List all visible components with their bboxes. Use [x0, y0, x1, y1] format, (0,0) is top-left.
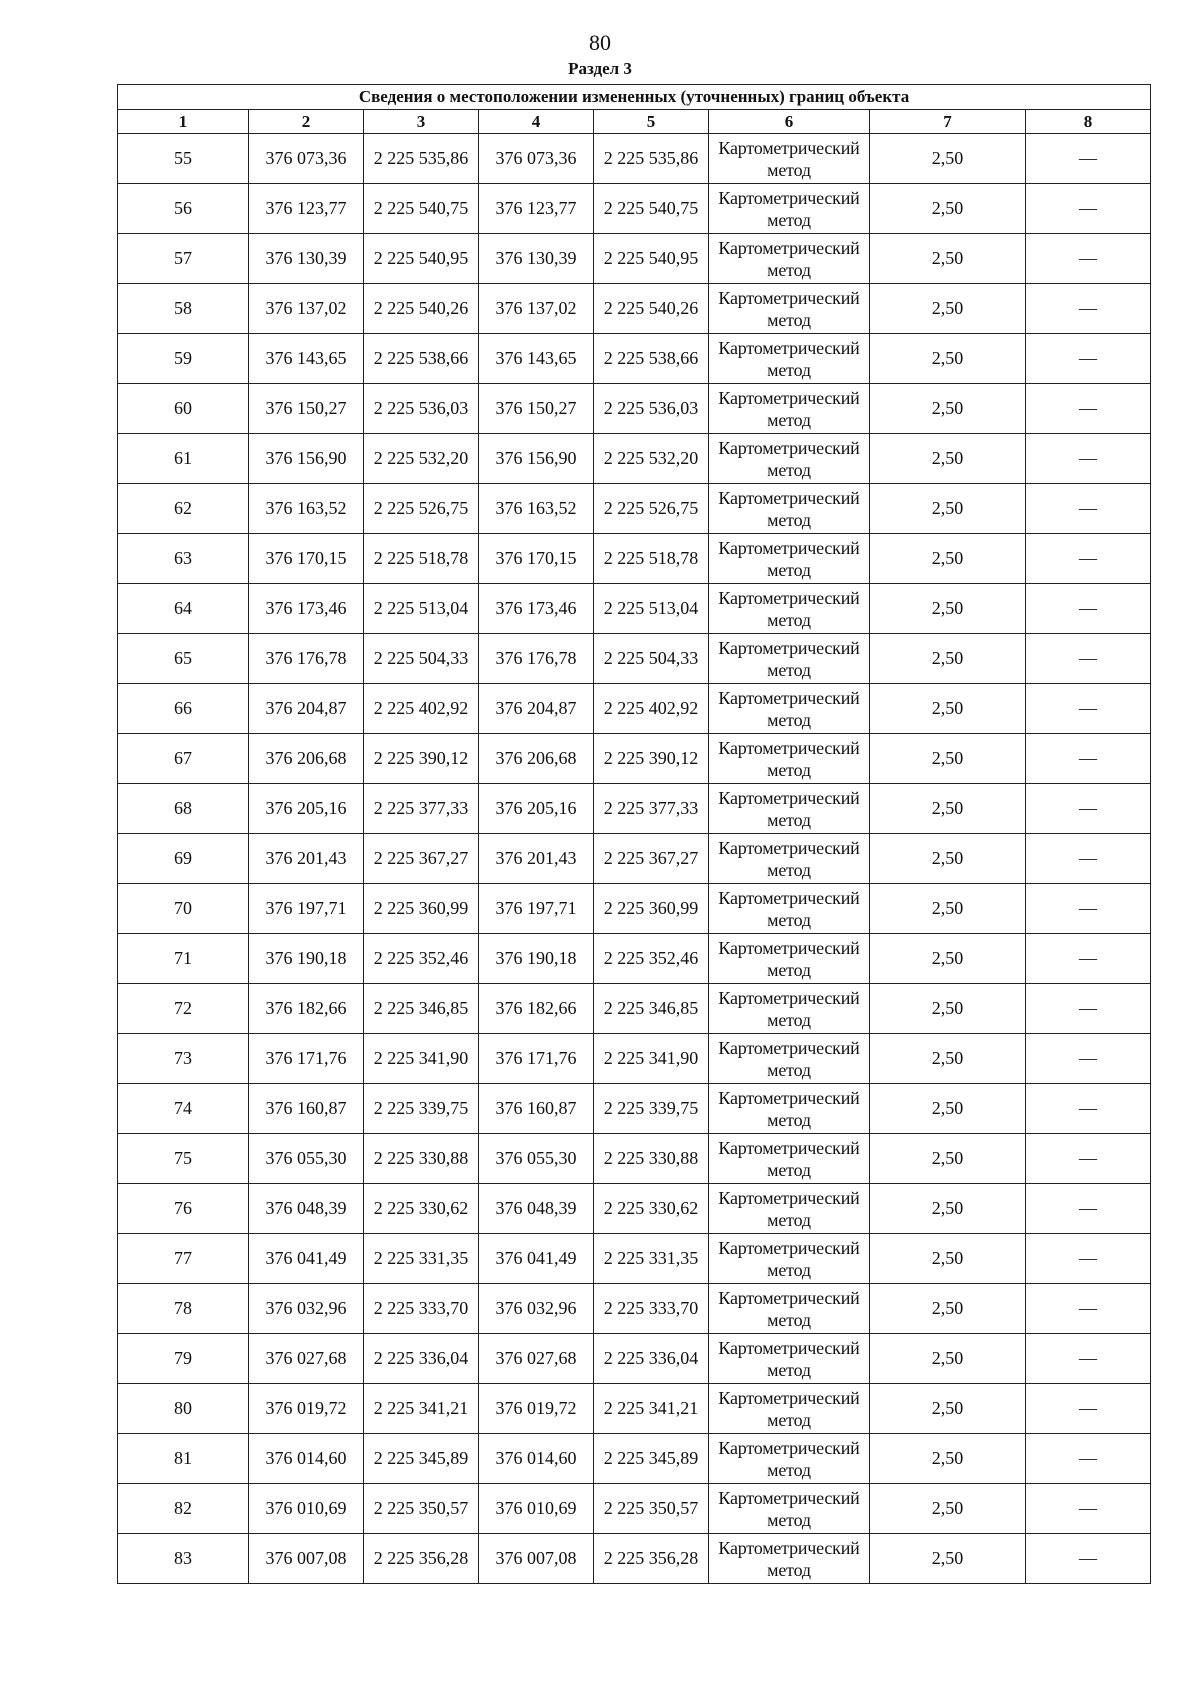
cell-x-existing: 376 176,78 — [249, 634, 364, 684]
cell-point-number: 62 — [118, 484, 249, 534]
cell-y-refined: 2 225 346,85 — [594, 984, 709, 1034]
cell-method: Картометрический метод — [709, 1034, 870, 1084]
cell-x-refined: 376 010,69 — [479, 1484, 594, 1534]
cell-y-existing: 2 225 356,28 — [364, 1534, 479, 1584]
cell-y-refined: 2 225 377,33 — [594, 784, 709, 834]
cell-description: — — [1026, 1384, 1151, 1434]
cell-y-refined: 2 225 504,33 — [594, 634, 709, 684]
cell-y-existing: 2 225 504,33 — [364, 634, 479, 684]
cell-point-number: 63 — [118, 534, 249, 584]
table-row — [118, 534, 1151, 584]
cell-x-refined: 376 143,65 — [479, 334, 594, 384]
column-header-8: 8 — [1026, 110, 1151, 134]
cell-x-existing: 376 073,36 — [249, 134, 364, 184]
cell-y-existing: 2 225 339,75 — [364, 1084, 479, 1134]
cell-x-existing: 376 190,18 — [249, 934, 364, 984]
table-row — [118, 434, 1151, 484]
cell-x-refined: 376 123,77 — [479, 184, 594, 234]
cell-description: — — [1026, 1434, 1151, 1484]
table-row — [118, 484, 1151, 534]
cell-method: Картометрический метод — [709, 334, 870, 384]
cell-x-refined: 376 160,87 — [479, 1084, 594, 1134]
cell-accuracy: 2,50 — [870, 934, 1026, 984]
table-row — [118, 634, 1151, 684]
cell-x-existing: 376 204,87 — [249, 684, 364, 734]
cell-point-number: 71 — [118, 934, 249, 984]
cell-y-refined: 2 225 540,26 — [594, 284, 709, 334]
cell-description: — — [1026, 1484, 1151, 1534]
cell-point-number: 56 — [118, 184, 249, 234]
cell-description: — — [1026, 884, 1151, 934]
cell-method: Картометрический метод — [709, 784, 870, 834]
cell-point-number: 80 — [118, 1384, 249, 1434]
cell-y-existing: 2 225 540,75 — [364, 184, 479, 234]
cell-accuracy: 2,50 — [870, 484, 1026, 534]
cell-x-refined: 376 197,71 — [479, 884, 594, 934]
page-number: 80 — [589, 30, 611, 55]
cell-y-refined: 2 225 352,46 — [594, 934, 709, 984]
cell-x-refined: 376 171,76 — [479, 1034, 594, 1084]
cell-x-refined: 376 019,72 — [479, 1384, 594, 1434]
cell-x-refined: 376 170,15 — [479, 534, 594, 584]
cell-description: — — [1026, 784, 1151, 834]
cell-method: Картометрический метод — [709, 1084, 870, 1134]
cell-x-existing: 376 048,39 — [249, 1184, 364, 1234]
cell-accuracy: 2,50 — [870, 984, 1026, 1034]
cell-method: Картометрический метод — [709, 1484, 870, 1534]
cell-x-existing: 376 171,76 — [249, 1034, 364, 1084]
cell-method: Картометрический метод — [709, 634, 870, 684]
table-row — [118, 234, 1151, 284]
cell-description: — — [1026, 584, 1151, 634]
table-row — [118, 1434, 1151, 1484]
cell-x-refined: 376 201,43 — [479, 834, 594, 884]
cell-x-existing: 376 143,65 — [249, 334, 364, 384]
cell-y-refined: 2 225 540,75 — [594, 184, 709, 234]
cell-x-refined: 376 055,30 — [479, 1134, 594, 1184]
cell-point-number: 68 — [118, 784, 249, 834]
table-body — [118, 134, 1151, 1584]
cell-x-existing: 376 160,87 — [249, 1084, 364, 1134]
column-header-3: 3 — [364, 110, 479, 134]
cell-x-existing: 376 007,08 — [249, 1534, 364, 1584]
cell-accuracy: 2,50 — [870, 184, 1026, 234]
cell-x-refined: 376 205,16 — [479, 784, 594, 834]
cell-y-existing: 2 225 513,04 — [364, 584, 479, 634]
cell-x-refined: 376 150,27 — [479, 384, 594, 434]
table-row — [118, 784, 1151, 834]
cell-x-existing: 376 163,52 — [249, 484, 364, 534]
cell-description: — — [1026, 1034, 1151, 1084]
table-caption: Сведения о местоположении измененных (уточненных) границ объекта — [118, 85, 1151, 110]
cell-point-number: 67 — [118, 734, 249, 784]
cell-y-existing: 2 225 333,70 — [364, 1284, 479, 1334]
cell-description: — — [1026, 684, 1151, 734]
table-row — [118, 1284, 1151, 1334]
cell-x-existing: 376 019,72 — [249, 1384, 364, 1434]
section-title: Раздел 3 — [568, 59, 632, 78]
cell-y-existing: 2 225 331,35 — [364, 1234, 479, 1284]
cell-method: Картометрический метод — [709, 1134, 870, 1184]
cell-y-existing: 2 225 345,89 — [364, 1434, 479, 1484]
cell-method: Картометрический метод — [709, 1334, 870, 1384]
cell-y-existing: 2 225 367,27 — [364, 834, 479, 884]
cell-x-refined: 376 156,90 — [479, 434, 594, 484]
cell-x-existing: 376 205,16 — [249, 784, 364, 834]
cell-y-existing: 2 225 341,90 — [364, 1034, 479, 1084]
column-number-row — [118, 110, 1151, 134]
cell-point-number: 82 — [118, 1484, 249, 1534]
cell-method: Картометрический метод — [709, 534, 870, 584]
cell-method: Картометрический метод — [709, 384, 870, 434]
cell-point-number: 75 — [118, 1134, 249, 1184]
cell-y-refined: 2 225 339,75 — [594, 1084, 709, 1134]
cell-method: Картометрический метод — [709, 734, 870, 784]
cell-description: — — [1026, 734, 1151, 784]
cell-y-refined: 2 225 526,75 — [594, 484, 709, 534]
cell-x-refined: 376 032,96 — [479, 1284, 594, 1334]
cell-x-existing: 376 123,77 — [249, 184, 364, 234]
cell-y-existing: 2 225 390,12 — [364, 734, 479, 784]
table-row — [118, 334, 1151, 384]
cell-y-refined: 2 225 367,27 — [594, 834, 709, 884]
table-row — [118, 134, 1151, 184]
table-row — [118, 884, 1151, 934]
cell-description: — — [1026, 184, 1151, 234]
cell-x-existing: 376 201,43 — [249, 834, 364, 884]
cell-x-existing: 376 032,96 — [249, 1284, 364, 1334]
cell-y-refined: 2 225 341,21 — [594, 1384, 709, 1434]
cell-x-refined: 376 176,78 — [479, 634, 594, 684]
cell-accuracy: 2,50 — [870, 884, 1026, 934]
cell-x-refined: 376 073,36 — [479, 134, 594, 184]
cell-accuracy: 2,50 — [870, 1034, 1026, 1084]
cell-method: Картометрический метод — [709, 134, 870, 184]
cell-y-existing: 2 225 377,33 — [364, 784, 479, 834]
cell-accuracy: 2,50 — [870, 784, 1026, 834]
cell-description: — — [1026, 384, 1151, 434]
cell-y-refined: 2 225 538,66 — [594, 334, 709, 384]
cell-description: — — [1026, 234, 1151, 284]
cell-y-existing: 2 225 536,03 — [364, 384, 479, 434]
cell-description: — — [1026, 284, 1151, 334]
cell-accuracy: 2,50 — [870, 1134, 1026, 1184]
cell-x-refined: 376 163,52 — [479, 484, 594, 534]
cell-accuracy: 2,50 — [870, 234, 1026, 284]
cell-point-number: 69 — [118, 834, 249, 884]
cell-x-existing: 376 150,27 — [249, 384, 364, 434]
cell-method: Картометрический метод — [709, 284, 870, 334]
table-row — [118, 1134, 1151, 1184]
cell-point-number: 65 — [118, 634, 249, 684]
cell-y-existing: 2 225 402,92 — [364, 684, 479, 734]
cell-accuracy: 2,50 — [870, 1284, 1026, 1334]
cell-x-refined: 376 204,87 — [479, 684, 594, 734]
cell-point-number: 70 — [118, 884, 249, 934]
cell-y-existing: 2 225 330,62 — [364, 1184, 479, 1234]
table-row — [118, 1534, 1151, 1584]
cell-accuracy: 2,50 — [870, 384, 1026, 434]
cell-x-refined: 376 190,18 — [479, 934, 594, 984]
column-header-1: 1 — [118, 110, 249, 134]
table-row — [118, 1034, 1151, 1084]
cell-y-existing: 2 225 526,75 — [364, 484, 479, 534]
cell-method: Картометрический метод — [709, 684, 870, 734]
cell-accuracy: 2,50 — [870, 1484, 1026, 1534]
cell-point-number: 72 — [118, 984, 249, 1034]
cell-x-refined: 376 007,08 — [479, 1534, 594, 1584]
cell-accuracy: 2,50 — [870, 834, 1026, 884]
cell-method: Картометрический метод — [709, 1184, 870, 1234]
cell-y-existing: 2 225 346,85 — [364, 984, 479, 1034]
cell-x-existing: 376 182,66 — [249, 984, 364, 1034]
cell-method: Картометрический метод — [709, 1434, 870, 1484]
cell-y-refined: 2 225 330,88 — [594, 1134, 709, 1184]
table-row — [118, 1184, 1151, 1234]
cell-y-refined: 2 225 336,04 — [594, 1334, 709, 1384]
cell-y-existing: 2 225 341,21 — [364, 1384, 479, 1434]
cell-accuracy: 2,50 — [870, 1334, 1026, 1384]
cell-y-existing: 2 225 532,20 — [364, 434, 479, 484]
cell-accuracy: 2,50 — [870, 1434, 1026, 1484]
cell-x-refined: 376 014,60 — [479, 1434, 594, 1484]
cell-accuracy: 2,50 — [870, 434, 1026, 484]
table-row — [118, 1334, 1151, 1384]
cell-y-refined: 2 225 513,04 — [594, 584, 709, 634]
cell-y-existing: 2 225 330,88 — [364, 1134, 479, 1184]
cell-point-number: 76 — [118, 1184, 249, 1234]
cell-y-refined: 2 225 518,78 — [594, 534, 709, 584]
cell-method: Картометрический метод — [709, 434, 870, 484]
cell-y-refined: 2 225 535,86 — [594, 134, 709, 184]
cell-description: — — [1026, 434, 1151, 484]
cell-description: — — [1026, 134, 1151, 184]
cell-description: — — [1026, 1134, 1151, 1184]
cell-x-refined: 376 027,68 — [479, 1334, 594, 1384]
cell-description: — — [1026, 634, 1151, 684]
cell-x-refined: 376 130,39 — [479, 234, 594, 284]
cell-x-refined: 376 173,46 — [479, 584, 594, 634]
cell-point-number: 55 — [118, 134, 249, 184]
cell-x-refined: 376 041,49 — [479, 1234, 594, 1284]
table-row — [118, 684, 1151, 734]
cell-y-refined: 2 225 331,35 — [594, 1234, 709, 1284]
cell-method: Картометрический метод — [709, 1234, 870, 1284]
cell-description: — — [1026, 1184, 1151, 1234]
cell-y-refined: 2 225 345,89 — [594, 1434, 709, 1484]
cell-point-number: 83 — [118, 1534, 249, 1584]
table-row — [118, 384, 1151, 434]
table-row — [118, 1084, 1151, 1134]
cell-x-existing: 376 173,46 — [249, 584, 364, 634]
cell-method: Картометрический метод — [709, 484, 870, 534]
cell-method: Картометрический метод — [709, 1534, 870, 1584]
cell-x-existing: 376 170,15 — [249, 534, 364, 584]
cell-x-existing: 376 137,02 — [249, 284, 364, 334]
cell-x-refined: 376 182,66 — [479, 984, 594, 1034]
cell-method: Картометрический метод — [709, 234, 870, 284]
table-row — [118, 1384, 1151, 1434]
table-row — [118, 734, 1151, 784]
cell-x-existing: 376 130,39 — [249, 234, 364, 284]
cell-x-refined: 376 206,68 — [479, 734, 594, 784]
cell-method: Картометрический метод — [709, 584, 870, 634]
table-row — [118, 834, 1151, 884]
cell-method: Картометрический метод — [709, 934, 870, 984]
cell-method: Картометрический метод — [709, 1384, 870, 1434]
cell-y-refined: 2 225 330,62 — [594, 1184, 709, 1234]
cell-x-refined: 376 048,39 — [479, 1184, 594, 1234]
cell-description: — — [1026, 834, 1151, 884]
table-row — [118, 934, 1151, 984]
boundary-coordinates-table — [117, 84, 1151, 1584]
cell-accuracy: 2,50 — [870, 534, 1026, 584]
cell-description: — — [1026, 484, 1151, 534]
cell-accuracy: 2,50 — [870, 1184, 1026, 1234]
column-header-4: 4 — [479, 110, 594, 134]
column-header-5: 5 — [594, 110, 709, 134]
cell-description: — — [1026, 934, 1151, 984]
cell-x-existing: 376 027,68 — [249, 1334, 364, 1384]
cell-description: — — [1026, 334, 1151, 384]
cell-y-refined: 2 225 532,20 — [594, 434, 709, 484]
cell-point-number: 61 — [118, 434, 249, 484]
cell-point-number: 66 — [118, 684, 249, 734]
cell-y-existing: 2 225 360,99 — [364, 884, 479, 934]
cell-x-existing: 376 055,30 — [249, 1134, 364, 1184]
column-header-6: 6 — [709, 110, 870, 134]
table-row — [118, 1484, 1151, 1534]
cell-point-number: 74 — [118, 1084, 249, 1134]
cell-description: — — [1026, 1334, 1151, 1384]
cell-y-existing: 2 225 535,86 — [364, 134, 479, 184]
column-header-2: 2 — [249, 110, 364, 134]
table-row — [118, 584, 1151, 634]
cell-y-refined: 2 225 402,92 — [594, 684, 709, 734]
cell-x-existing: 376 010,69 — [249, 1484, 364, 1534]
cell-point-number: 64 — [118, 584, 249, 634]
cell-y-refined: 2 225 356,28 — [594, 1534, 709, 1584]
cell-point-number: 79 — [118, 1334, 249, 1384]
cell-y-existing: 2 225 540,95 — [364, 234, 479, 284]
cell-accuracy: 2,50 — [870, 1384, 1026, 1434]
cell-accuracy: 2,50 — [870, 1534, 1026, 1584]
cell-description: — — [1026, 1534, 1151, 1584]
cell-y-existing: 2 225 336,04 — [364, 1334, 479, 1384]
cell-y-existing: 2 225 538,66 — [364, 334, 479, 384]
cell-point-number: 81 — [118, 1434, 249, 1484]
cell-description: — — [1026, 1084, 1151, 1134]
cell-point-number: 78 — [118, 1284, 249, 1334]
cell-method: Картометрический метод — [709, 984, 870, 1034]
cell-x-existing: 376 206,68 — [249, 734, 364, 784]
cell-x-refined: 376 137,02 — [479, 284, 594, 334]
cell-description: — — [1026, 984, 1151, 1034]
cell-y-refined: 2 225 341,90 — [594, 1034, 709, 1084]
cell-x-existing: 376 156,90 — [249, 434, 364, 484]
cell-y-refined: 2 225 390,12 — [594, 734, 709, 784]
cell-y-refined: 2 225 360,99 — [594, 884, 709, 934]
cell-method: Картометрический метод — [709, 184, 870, 234]
cell-accuracy: 2,50 — [870, 584, 1026, 634]
cell-y-existing: 2 225 352,46 — [364, 934, 479, 984]
cell-point-number: 58 — [118, 284, 249, 334]
cell-description: — — [1026, 534, 1151, 584]
cell-accuracy: 2,50 — [870, 684, 1026, 734]
cell-point-number: 59 — [118, 334, 249, 384]
cell-accuracy: 2,50 — [870, 634, 1026, 684]
cell-accuracy: 2,50 — [870, 1234, 1026, 1284]
table-row — [118, 284, 1151, 334]
table-row — [118, 184, 1151, 234]
cell-point-number: 77 — [118, 1234, 249, 1284]
cell-y-existing: 2 225 518,78 — [364, 534, 479, 584]
cell-y-refined: 2 225 333,70 — [594, 1284, 709, 1334]
cell-description: — — [1026, 1284, 1151, 1334]
cell-accuracy: 2,50 — [870, 284, 1026, 334]
cell-x-existing: 376 197,71 — [249, 884, 364, 934]
cell-accuracy: 2,50 — [870, 334, 1026, 384]
cell-accuracy: 2,50 — [870, 734, 1026, 784]
cell-y-existing: 2 225 540,26 — [364, 284, 479, 334]
column-header-7: 7 — [870, 110, 1026, 134]
cell-y-refined: 2 225 540,95 — [594, 234, 709, 284]
cell-y-refined: 2 225 536,03 — [594, 384, 709, 434]
cell-point-number: 73 — [118, 1034, 249, 1084]
cell-accuracy: 2,50 — [870, 1084, 1026, 1134]
cell-accuracy: 2,50 — [870, 134, 1026, 184]
cell-x-existing: 376 014,60 — [249, 1434, 364, 1484]
cell-y-existing: 2 225 350,57 — [364, 1484, 479, 1534]
cell-method: Картометрический метод — [709, 884, 870, 934]
cell-method: Картометрический метод — [709, 834, 870, 884]
table-row — [118, 1234, 1151, 1284]
cell-point-number: 57 — [118, 234, 249, 284]
cell-y-refined: 2 225 350,57 — [594, 1484, 709, 1534]
table-row — [118, 984, 1151, 1034]
cell-description: — — [1026, 1234, 1151, 1284]
cell-point-number: 60 — [118, 384, 249, 434]
cell-method: Картометрический метод — [709, 1284, 870, 1334]
cell-x-existing: 376 041,49 — [249, 1234, 364, 1284]
